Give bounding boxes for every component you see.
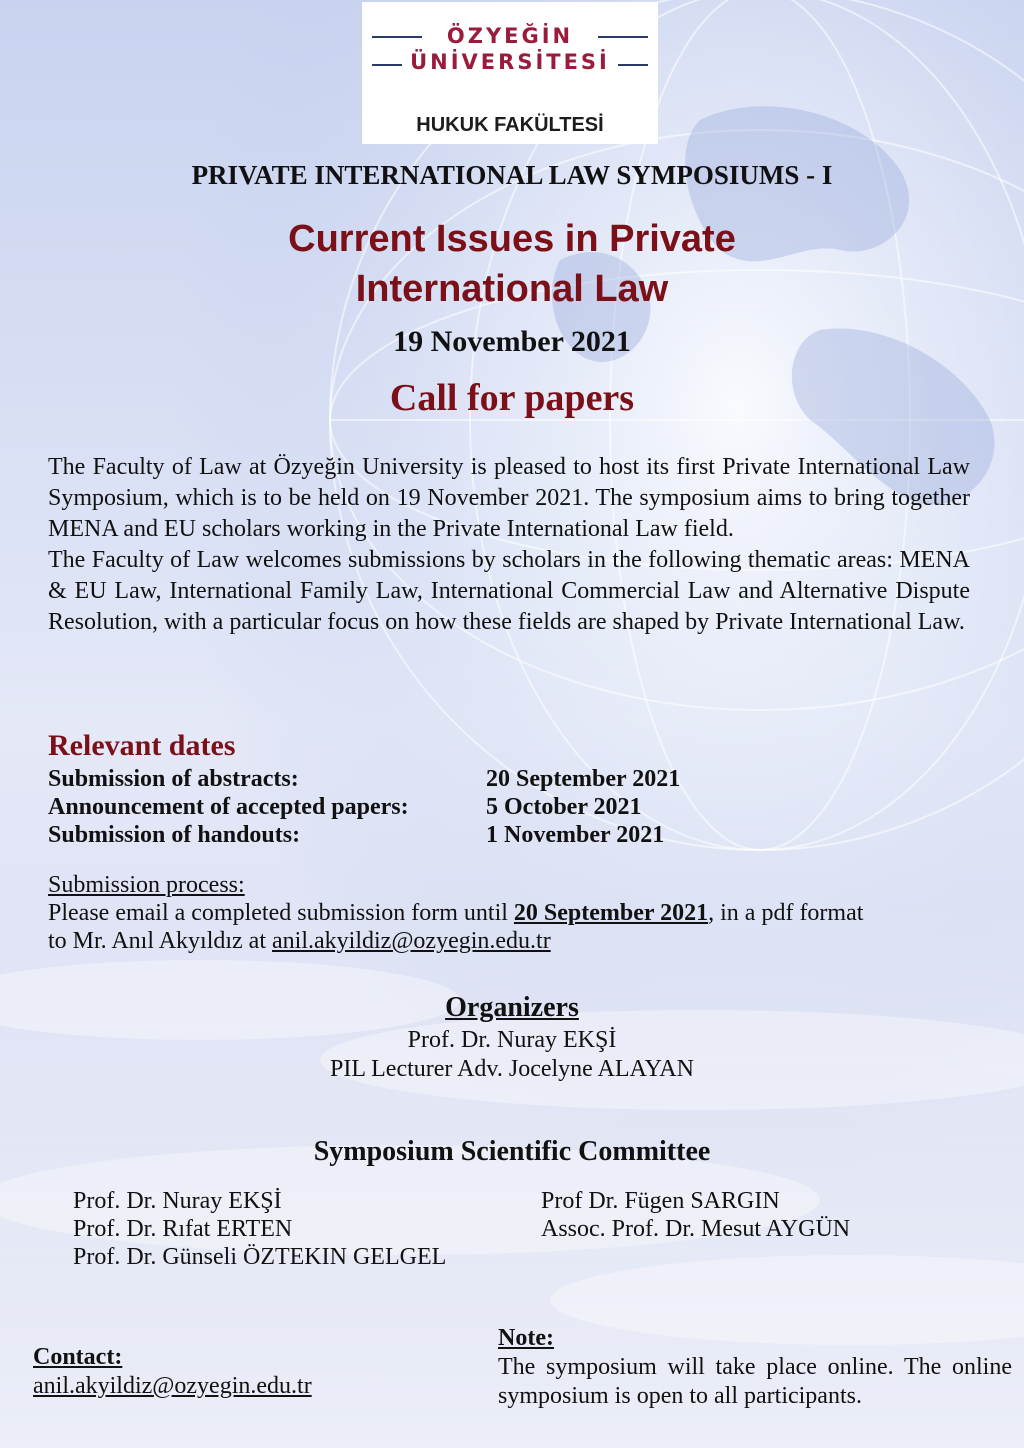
date-row-value: 5 October 2021 — [486, 794, 642, 820]
relevant-dates-table — [48, 765, 748, 849]
title-line-1: Current Issues in Private — [288, 218, 736, 260]
symposium-date: 19 November 2021 — [393, 325, 631, 358]
date-row-label: Submission of abstracts: — [48, 766, 299, 792]
relevant-dates-heading: Relevant dates — [48, 729, 236, 762]
submission-text-line2: to Mr. Anıl Akyıldız at — [48, 928, 273, 954]
date-row-label: Announcement of accepted papers: — [48, 794, 409, 820]
intro-paragraph-1: The Faculty of Law at Özyeğin University is pleased to host its first Private International Law Symposium, which is to be held on 19 November 2021. The symposium aims to bring together MENA and EU scholars working in the Private International Law field. — [48, 454, 970, 542]
symposium-series: PRIVATE INTERNATIONAL LAW SYMPOSIUMS - I — [191, 160, 833, 190]
note-heading: Note: — [498, 1325, 554, 1351]
committee-column-right — [541, 1187, 850, 1243]
committee-member: Prof Dr. Fügen SARGIN — [541, 1188, 780, 1214]
title-line-2: International Law — [355, 268, 669, 310]
logo-rule-bottom-right — [618, 64, 648, 66]
scientific-committee-heading: Symposium Scientific Committee — [313, 1136, 711, 1167]
submission-process-heading: Submission process: — [48, 872, 245, 898]
submission-text-before: Please email a completed submission form until — [48, 900, 514, 926]
symposium-title — [0, 214, 1024, 314]
logo-faculty-name: HUKUK FAKÜLTESİ — [416, 114, 604, 136]
contact-heading: Contact: — [33, 1344, 123, 1370]
logo-wordmark-line2: ÜNİVERSİTESİ — [410, 50, 610, 74]
date-row-value: 1 November 2021 — [486, 822, 665, 848]
date-row — [48, 765, 748, 793]
organizers-heading: Organizers — [445, 992, 579, 1023]
logo-rule-bottom — [372, 64, 402, 66]
committee-member: Assoc. Prof. Dr. Mesut AYGÜN — [541, 1216, 851, 1242]
organizer-name: Prof. Dr. Nuray EKŞİ — [407, 1027, 617, 1053]
submission-process-line-2 — [48, 927, 988, 955]
submission-process-line-1 — [48, 899, 988, 927]
call-for-papers-heading: Call for papers — [389, 377, 635, 419]
intro-paragraph-2: The Faculty of Law welcomes submissions by scholars in the following thematic areas: MENA & EU Law, International Family Law, International Commercial Law and Alternative Dispute Resolution, with a particular focus on how these fields are shaped by Private International Law. — [48, 547, 970, 635]
intro-text — [48, 452, 970, 638]
submission-deadline: 20 September 2021 — [513, 900, 709, 926]
date-row-value: 20 September 2021 — [486, 766, 681, 792]
submission-process — [48, 871, 988, 955]
university-logo — [362, 2, 658, 144]
date-row — [48, 821, 748, 849]
submission-email-link[interactable]: anil.akyildiz@ozyegin.edu.tr — [272, 928, 551, 954]
note-text: The symposium will take place online. The online symposium is open to all participants. — [498, 1354, 1012, 1409]
submission-text-after: , in a pdf format — [708, 900, 864, 926]
committee-column-left — [73, 1187, 446, 1271]
contact-email-link[interactable]: anil.akyildiz@ozyegin.edu.tr — [33, 1373, 312, 1399]
note-block — [498, 1324, 1012, 1411]
committee-member: Prof. Dr. Günseli ÖZTEKIN GELGEL — [73, 1244, 447, 1270]
logo-wordmark-line1: ÖZYEĞİN — [446, 24, 574, 48]
date-row — [48, 793, 748, 821]
committee-member: Prof. Dr. Rıfat ERTEN — [73, 1216, 293, 1242]
contact-block — [33, 1343, 312, 1401]
date-row-label: Submission of handouts: — [48, 822, 301, 848]
organizer-name: PIL Lecturer Adv. Jocelyne ALAYAN — [330, 1056, 694, 1082]
committee-member: Prof. Dr. Nuray EKŞİ — [73, 1188, 282, 1214]
